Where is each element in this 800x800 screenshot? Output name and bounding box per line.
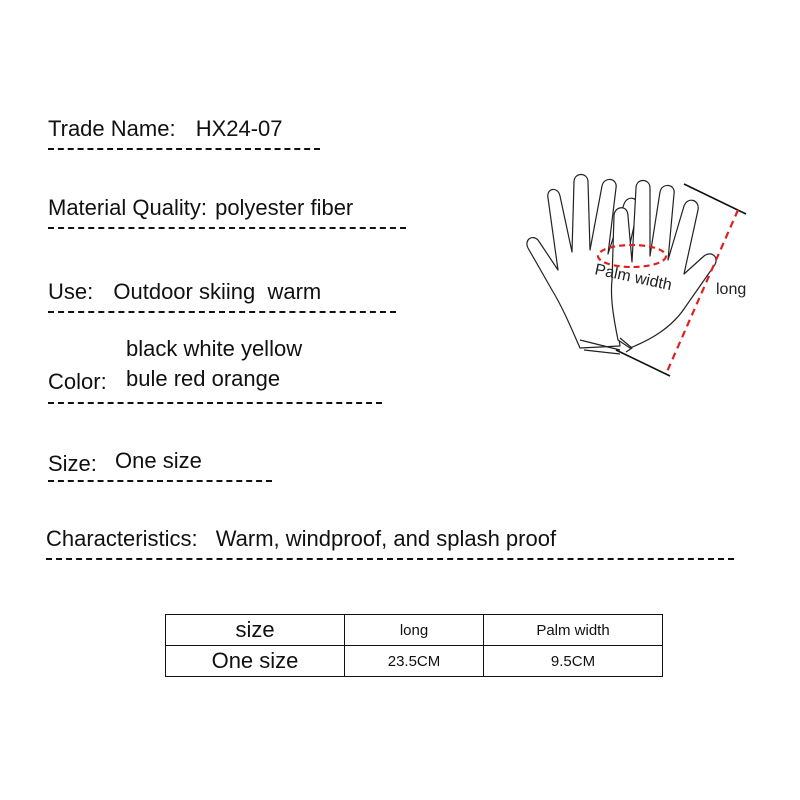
table-cell-size: One size — [166, 646, 345, 677]
table-header-row — [166, 615, 663, 646]
size-row — [48, 448, 202, 476]
use-underline — [48, 311, 396, 313]
table-cell-long: 23.5CM — [345, 646, 484, 677]
table-row — [166, 646, 663, 677]
characteristics-row — [46, 528, 556, 550]
material-row — [48, 197, 353, 219]
long-measure-bottom-tick — [616, 350, 670, 376]
trade-name-label: Trade Name: — [48, 116, 176, 141]
characteristics-value: Warm, windproof, and splash proof — [215, 526, 557, 551]
size-value: One size — [115, 448, 202, 473]
material-label: Material Quality: — [48, 195, 207, 220]
table-header-long: long — [345, 615, 484, 646]
trade-name-underline — [48, 148, 320, 150]
material-value: polyester fiber — [215, 195, 354, 220]
color-value-1: black white yellow — [126, 336, 303, 361]
use-label: Use: — [48, 279, 94, 304]
palm-width-label: Palm width — [593, 261, 674, 295]
color-value-2: bule red orange — [126, 366, 281, 391]
table-cell-palm-width: 9.5CM — [484, 646, 663, 677]
table-header-palm-width: Palm width — [484, 615, 663, 646]
characteristics-label: Characteristics: — [46, 526, 198, 551]
color-underline — [48, 402, 382, 404]
size-underline — [48, 480, 272, 482]
trade-name-row — [48, 118, 283, 140]
use-row — [48, 281, 321, 303]
characteristics-underline — [46, 558, 734, 560]
long-label: long — [716, 281, 747, 298]
material-underline — [48, 227, 406, 229]
color-label: Color: — [48, 369, 107, 394]
size-label: Size: — [48, 451, 97, 476]
size-table — [165, 614, 663, 677]
trade-name-value: HX24-07 — [195, 116, 283, 141]
glove-pair-icon — [520, 170, 790, 385]
table-header-size: size — [166, 615, 345, 646]
use-value: Outdoor skiing warm — [113, 279, 322, 304]
